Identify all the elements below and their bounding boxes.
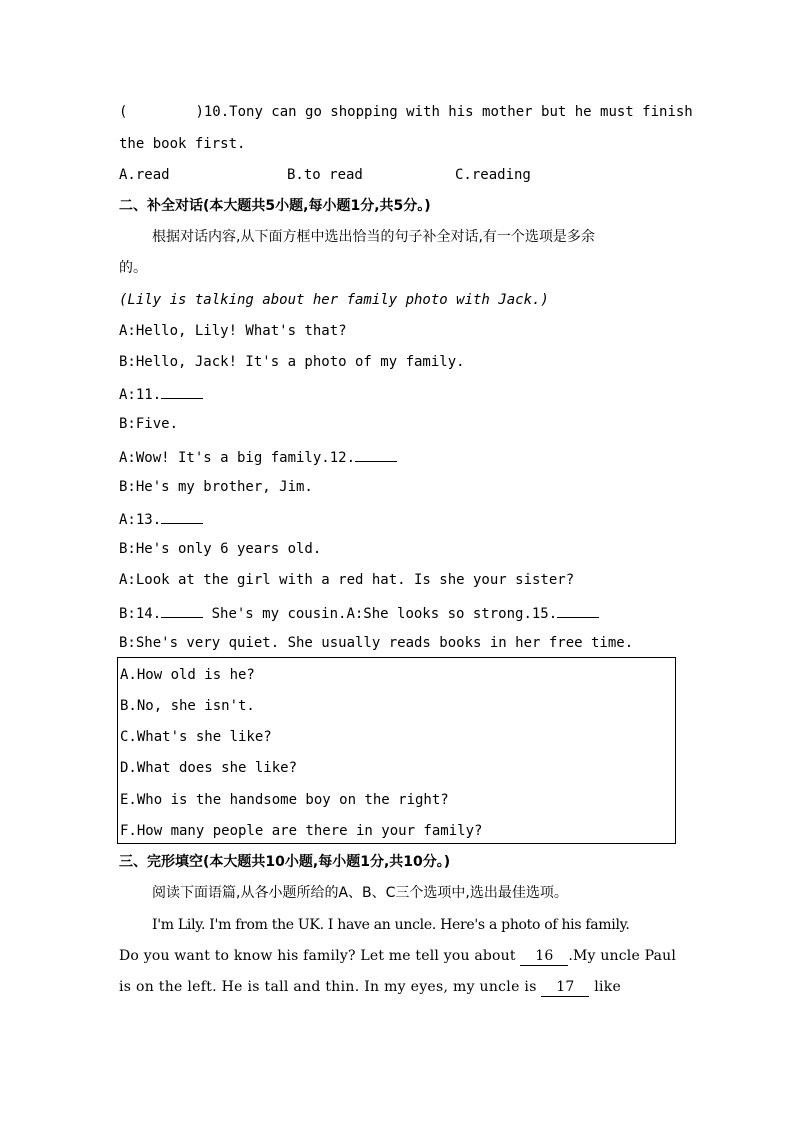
- cloze-blank-16[interactable]: 16: [520, 947, 568, 966]
- section2-heading: 二、补全对话(本大题共5小题,每小题1分,共5分。): [119, 198, 431, 214]
- dialogue-line: A:Look at the girl with a red hat. Is she your sister?: [119, 572, 575, 588]
- dialogue-line-11: [119, 384, 203, 404]
- answer-blank-14[interactable]: [161, 603, 203, 618]
- answer-blank-15[interactable]: [557, 603, 599, 618]
- answer-blank-12[interactable]: [355, 447, 397, 462]
- passage-text: Do you want to know his family? Let me tell you about: [119, 948, 521, 964]
- q10-option-a[interactable]: A.read: [119, 167, 170, 183]
- dialogue-line: A:Hello, Lily! What's that?: [119, 323, 347, 339]
- passage-line2: [119, 947, 676, 966]
- q10-answer-paren-open[interactable]: (: [119, 104, 128, 120]
- dialogue-line-12: [119, 447, 397, 467]
- dialogue-line: B:He's only 6 years old.: [119, 541, 322, 557]
- dialogue-context: (Lily is talking about her family photo with Jack.): [119, 292, 549, 308]
- dialogue-line: B:Hello, Jack! It's a photo of my family.: [119, 354, 465, 370]
- q10-stem-line2: the book first.: [119, 136, 246, 152]
- passage-text: is on the left. He is tall and thin. In my eyes, my uncle is: [119, 979, 542, 995]
- section2-instruction-line1: 根据对话内容,从下面方框中选出恰当的句子补全对话,有一个选项是多余: [152, 229, 595, 245]
- dialogue-text: B:14.: [119, 606, 162, 622]
- options-box: [117, 657, 676, 844]
- answer-blank-13[interactable]: [161, 509, 203, 524]
- section2-instruction-line2: 的。: [119, 260, 147, 276]
- dialogue-text: A:Wow! It's a big family.12.: [119, 450, 356, 466]
- dialogue-line-13: [119, 509, 203, 529]
- q10-option-b[interactable]: B.to read: [287, 167, 363, 183]
- passage-text: like: [589, 979, 622, 995]
- dialogue-text: A:11.: [119, 387, 162, 403]
- passage-line1: I'm Lily. I'm from the UK. I have an uncle. Here's a photo of his family.: [152, 917, 630, 933]
- answer-blank-11[interactable]: [161, 384, 203, 399]
- box-option-a[interactable]: A.How old is he?: [120, 667, 255, 683]
- passage-line3: [119, 978, 621, 997]
- box-option-b[interactable]: B.No, she isn't.: [120, 698, 255, 714]
- q10-stem-text: 10.Tony can go shopping with his mother but he must finish: [203, 104, 693, 120]
- q10-option-c[interactable]: C.reading: [455, 167, 531, 183]
- box-option-e[interactable]: E.Who is the handsome boy on the right?: [120, 792, 449, 808]
- dialogue-text: She's my cousin.A:She looks so strong.15.: [203, 606, 558, 622]
- dialogue-line: B:Five.: [119, 416, 179, 432]
- dialogue-text: A:13.: [119, 512, 162, 528]
- box-option-f[interactable]: F.How many people are there in your family?: [120, 823, 483, 839]
- dialogue-line: B:She's very quiet. She usually reads books in her free time.: [119, 635, 634, 651]
- section3-instruction: 阅读下面语篇,从各小题所给的A、B、C三个选项中,选出最佳选项。: [152, 885, 568, 901]
- q10-stem-line1: [119, 103, 693, 121]
- dialogue-line-14-15: [119, 603, 599, 623]
- box-option-d[interactable]: D.What does she like?: [120, 760, 298, 776]
- box-option-c[interactable]: C.What's she like?: [120, 729, 272, 745]
- dialogue-line: B:He's my brother, Jim.: [119, 479, 313, 495]
- q10-answer-paren-close: ): [195, 104, 204, 120]
- passage-text: .My uncle Paul: [568, 948, 677, 964]
- section3-heading: 三、完形填空(本大题共10小题,每小题1分,共10分。): [119, 854, 451, 870]
- cloze-blank-17[interactable]: 17: [541, 978, 589, 997]
